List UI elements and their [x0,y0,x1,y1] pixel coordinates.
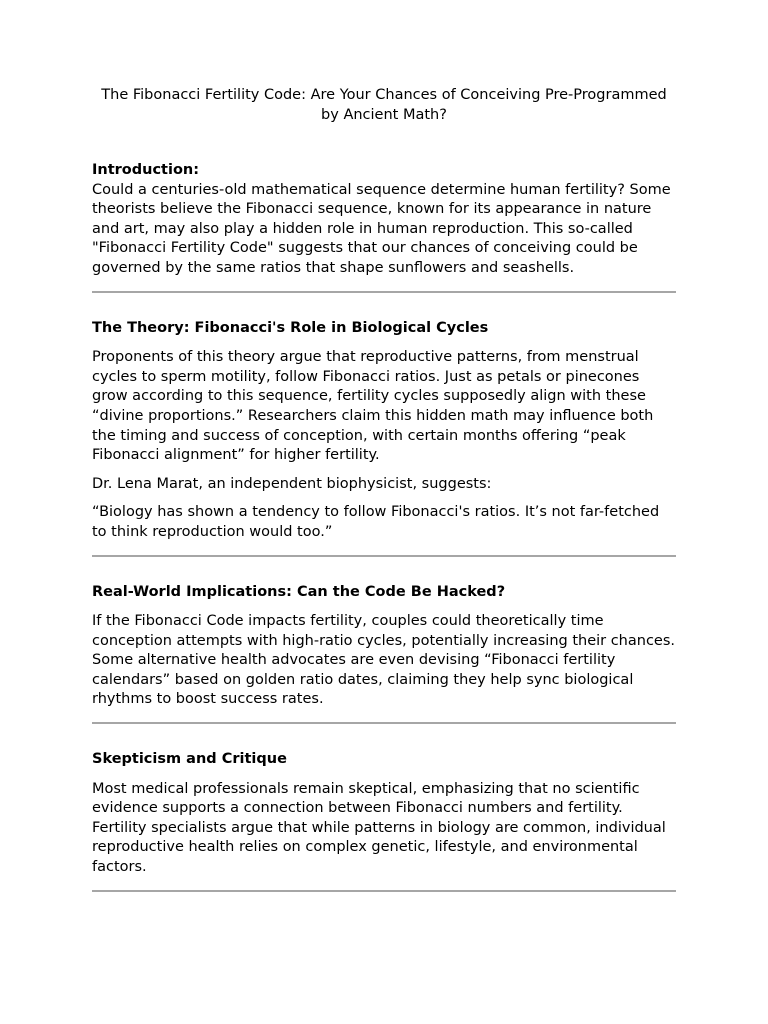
theory-section [92,319,676,543]
implications-section [92,583,676,711]
theory-heading: The Theory: Fibonacci's Role in Biological Cycles [92,319,489,336]
intro-heading: Introduction: [92,162,200,178]
implications-heading: Real-World Implications: Can the Code Be Hacked? [92,583,506,600]
theory-paragraph: Proponents of this theory argue that reproductive patterns, from menstrual cycles to sperm motility, follow Fibonacci ratios. Just as petals or pinecones grow according to this sequence, fertility cycles supposedly align with these “divine proportions.” Researchers claim this hidden math may influence both the timing and success of conception, with certain months offering “peak Fibonacci alignment” for higher fertility. [92,349,654,464]
skepticism-paragraph: Most medical professionals remain skeptical, emphasizing that no scientific evidence supports a connection between Fibonacci numbers and fertility. Fertility specialists argue that while patterns in biology are common, individual reproductive health relies on complex genetic, lifestyle, and environmental factors. [92,780,666,876]
theory-attribution: Dr. Lena Marat, an independent biophysicist, suggests: [92,475,492,492]
skepticism-heading: Skepticism and Critique [92,751,287,768]
skepticism-section [92,750,676,878]
intro-section [92,161,676,279]
document-title: The Fibonacci Fertility Code: Are Your Chances of Conceiving Pre-Programmed by Ancient Math? [101,87,667,123]
section-divider [92,890,676,892]
theory-quote: “Biology has shown a tendency to follow Fibonacci's ratios. It’s not far-fetched to think reproduction would too.” [92,504,660,540]
implications-paragraph: If the Fibonacci Code impacts fertility, couples could theoretically time conception attempts with high-ratio cycles, potentially increasing their chances. Some alternative health advocates are even devising “Fibonacci fertility calendars” based on golden ratio dates, claiming they help sync biological rhythms to boost success rates. [92,613,676,708]
section-divider [92,722,676,724]
section-divider [92,555,676,557]
section-divider [92,291,676,293]
intro-paragraph: Could a centuries-old mathematical sequence determine human fertility? Some theorists believe the Fibonacci sequence, known for its appearance in nature and art, may also play a hidden role in human reproduction. This so-called "Fibonacci Fertility Code" suggests that our chances of conceiving could be governed by the same ratios that shape sunflowers and seashells. [92,181,671,276]
